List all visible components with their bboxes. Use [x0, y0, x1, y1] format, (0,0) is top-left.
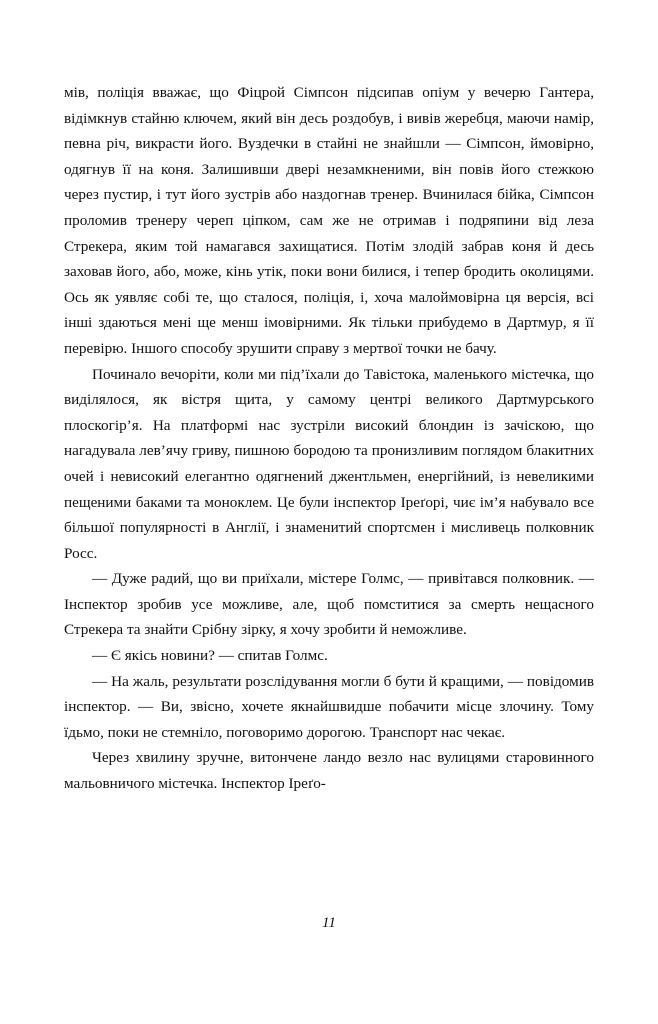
- page-number: 11: [322, 915, 336, 931]
- paragraph: — Є якісь новини? — спитав Голмс.: [92, 647, 328, 665]
- page-text-body: [64, 80, 594, 797]
- paragraph: — На жаль, результати розслідування могли б бути й кращими, — повідомив інспектор. — Ви, звісно, хочете якнайшвидше побачити місце злочину. Тому їдьмо, поки не стемніло, поговоримо дорогою. Транспорт нас чекає.: [64, 672, 594, 741]
- paragraph: мів, поліція вважає, що Фіцрой Сімпсон підсипав опіум у вечерю Гантера, відімкнув стайню ключем, який він десь роздобув, і вивів жеребця, маючи намір, певна річ, викрасти його. Вуздечки в стайні не знайшли — Сімпсон, ймовірно, одягнув її на коня. Залишивши двері незамкненими, він повів його стежкою через пустир, і тут його зустрів або наздогнав тренер. Вчинилася бійка, Сімпсон проломив тренеру череп ціпком, сам же не отримав і подряпини від леза Стрекера, яким той намагався захищатися. Потім злодій забрав коня й десь заховав його, або, може, кінь утік, поки вони билися, і тепер бродить околицями. Ось як уявляє собі те, що сталося, поліція, і, хоча малоймовірна ця версія, всі інші здаються мені ще менш імовірними. Як тільки прибудемо в Дартмур, я її перевірю. Іншого способу зрушити справу з мертвої точки не бачу.: [64, 84, 594, 357]
- paragraph: — Дуже радий, що ви приїхали, містере Голмс, — привітався полковник. — Інспектор зробив усе можливе, але, щоб помститися за смерть нещасного Стрекера та знайти Срібну зірку, я хочу зробити й неможливе.: [64, 570, 594, 639]
- paragraph: Починало вечоріти, коли ми під’їхали до Тавістока, маленького містечка, що виділялося, як вістря щита, у самому центрі великого Дартмурського плоскогір’я. На платформі нас зустріли високий блондин із зачіскою, що нагадувала лев’ячу гриву, пишною бородою та пронизливим поглядом блакитних очей і невисокий елегантно одягнений джентльмен, енергійний, із невеликими пещеними баками та моноклем. Це були інспектор Іреґорі, чиє ім’я набувало все більшої популярності в Англії, і знаменитий спортсмен і мисливець полковник Росс.: [64, 365, 594, 562]
- paragraph: Через хвилину зручне, витончене ландо везло нас вулицями старовинного мальовничого містечка. Інспектор Іреґо-: [64, 749, 594, 793]
